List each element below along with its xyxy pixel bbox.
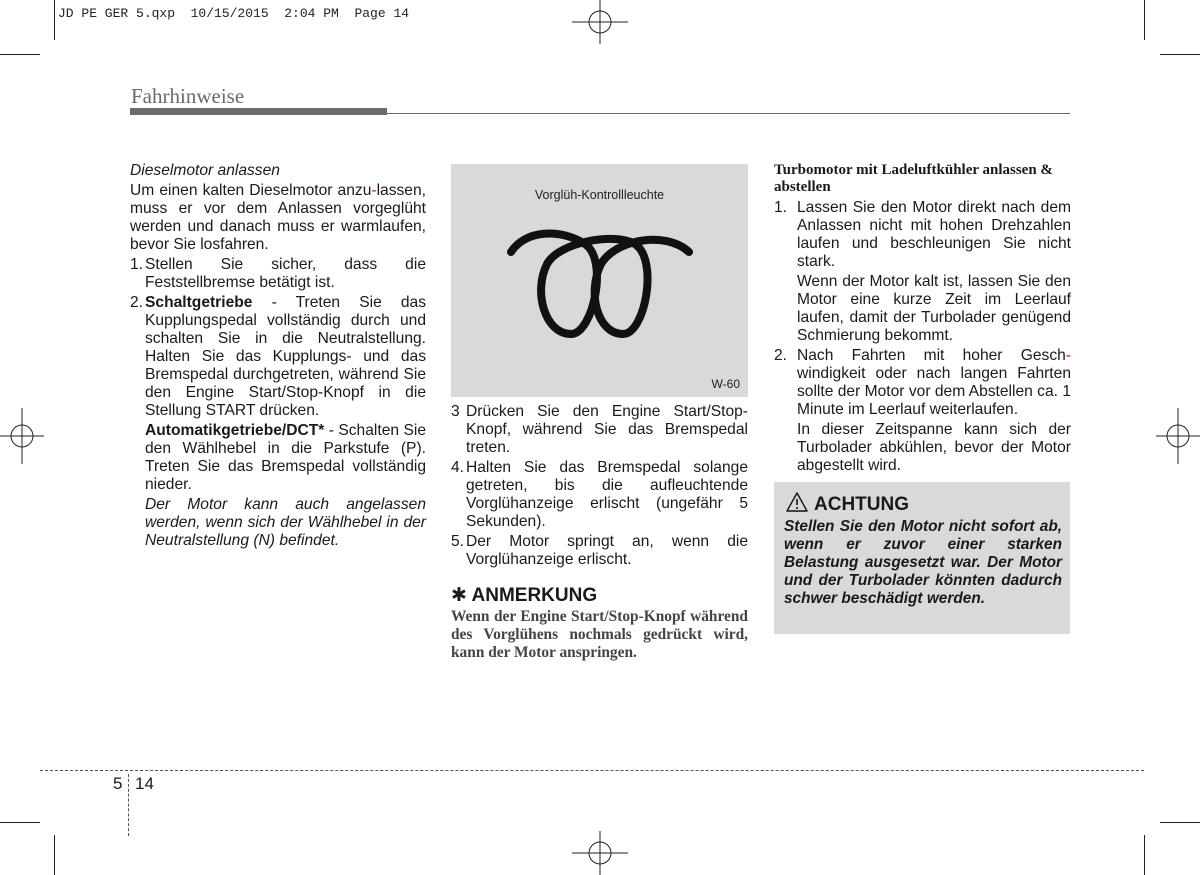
figure-glow-indicator [451, 164, 748, 397]
crop-mark [0, 54, 40, 55]
figure-code: W-60 [711, 377, 740, 391]
list-number: 2. [130, 294, 144, 311]
warning-box [774, 482, 1070, 634]
column-diesel-start [130, 162, 426, 550]
column-turbo [774, 162, 1071, 475]
list-text: Halten Sie das Bremspedal solange getreten, bis die aufleuchtende Vorglühanzeige erlischt (ungefähr 5 Sekunden). [466, 459, 748, 530]
list-number: 2. [774, 347, 788, 364]
text: Nach Fahrten mit hoher Gesch [797, 347, 1066, 364]
crop-mark [1160, 54, 1200, 55]
list-text [145, 294, 426, 420]
list-item [451, 533, 748, 569]
registration-mark-icon [0, 408, 44, 464]
hyphen: - [1065, 347, 1071, 364]
figure-label: Vorglüh-Kontrollleuchte [534, 188, 665, 202]
subheading: Dieselmotor anlassen [130, 162, 280, 179]
list-number: 3 [451, 403, 460, 420]
paragraph [130, 182, 426, 254]
registration-mark-icon [1156, 408, 1200, 464]
crop-mark [1160, 822, 1200, 823]
chapter-number: 5 [113, 774, 123, 793]
list-item [774, 347, 1071, 419]
list-text: Der Motor springt an, wenn die Vorglühanzeige erlischt. [466, 533, 748, 568]
list-number: 4. [451, 459, 465, 476]
list-text: Drücken Sie den Engine Start/Stop-Knopf, während Sie das Bremspedal treten. [466, 403, 748, 456]
text: Um einen kalten Dieselmotor anzu [130, 182, 372, 199]
note-text: Wenn der Engine Start/Stop-Knopf während des Vorglühens nochmals gedrückt wird, kann der Motor anspringen. [451, 608, 748, 661]
text: - Treten Sie das Kupplungspedal vollständig durch und schalten Sie in die Neutralstellung. Halten Sie das Kupplungs- und das Bremspedal durchgetreten, während Sie den Engine Start/Stop-Knopf in die Stellung START drücken. [145, 294, 426, 419]
list-number: 1. [774, 199, 788, 216]
page-number: 14 [135, 774, 154, 793]
column-diesel-continued [451, 403, 748, 662]
warning-text: Stellen Sie den Motor nicht sofort ab, wenn er zuvor einer starken Belastung ausgesetzt war. Der Motor und der Turbolader könnten dadurch schwer beschädigt werden. [784, 518, 1062, 607]
warning-title: ACHTUNG [814, 494, 909, 515]
header-rule [387, 113, 1070, 114]
text: - Schalten Sie den Wählhebel in die Parkstufe (P). Treten Sie das Bremspedal vollständig nieder. [145, 422, 426, 493]
paragraph [145, 422, 426, 494]
warning-triangle-icon [786, 492, 808, 512]
crop-mark [54, 0, 55, 40]
registration-mark-icon [572, 831, 628, 875]
list-item [451, 459, 748, 531]
list-text [797, 347, 1071, 419]
crop-mark [54, 835, 55, 875]
paragraph: In dieser Zeitspanne kann sich der Turbolader abkühlen, bevor der Motor abgestellt wird. [797, 421, 1071, 474]
text: windigkeit oder nach langen Fahrten sollte der Motor vor dem Abstellen ca. 1 Minute im Leerlauf weiterlaufen. [797, 365, 1071, 418]
list-item [774, 199, 1071, 271]
bold-term: Automatikgetriebe/DCT* [145, 422, 325, 439]
text: lassen, muss er vor dem Anlassen vorgeglüht werden und danach muss er warmlaufen, bevor Sie losfahren. [130, 182, 426, 253]
list-text: Stellen Sie sicher, dass die Feststellbremse betätigt ist. [145, 256, 426, 291]
print-slug: JD PE GER 5.qxp 10/15/2015 2:04 PM Page 14 [58, 6, 410, 21]
crop-mark [1144, 0, 1145, 40]
header-rule [130, 108, 387, 115]
footer-divider [128, 774, 129, 836]
crop-mark [1144, 835, 1145, 875]
registration-mark-icon [572, 0, 628, 44]
asterisk-icon: ✱ [451, 585, 467, 606]
footer-rule [40, 770, 1144, 771]
list-text: Lassen Sie den Motor direkt nach dem Anlassen nicht mit hohen Drehzahlen laufen und beschleunigen Sie nicht stark. [797, 199, 1071, 270]
crop-mark [0, 822, 40, 823]
note-heading [451, 587, 748, 605]
hyphen: - [371, 182, 377, 199]
list-item [130, 256, 426, 292]
subheading: Turbomotor mit Ladeluftkühler anlassen & abstellen [774, 162, 1053, 195]
italic-note: Der Motor kann auch angelassen werden, wenn sich der Wählhebel in der Neutralstellung (N) befindet. [145, 496, 426, 549]
list-number: 5. [451, 533, 465, 550]
list-number: 1. [130, 256, 144, 273]
paragraph: Wenn der Motor kalt ist, lassen Sie den Motor eine kurze Zeit im Leerlauf laufen, damit der Turbolader genügend Schmierung bekommt. [797, 273, 1071, 344]
list-item [451, 403, 748, 457]
bold-term: Schaltgetriebe [145, 294, 253, 311]
glow-plug-coil-icon [505, 222, 695, 342]
list-item [130, 294, 426, 420]
section-title: Fahrhinweise [131, 84, 245, 108]
note-title: ANMERKUNG [471, 585, 598, 606]
